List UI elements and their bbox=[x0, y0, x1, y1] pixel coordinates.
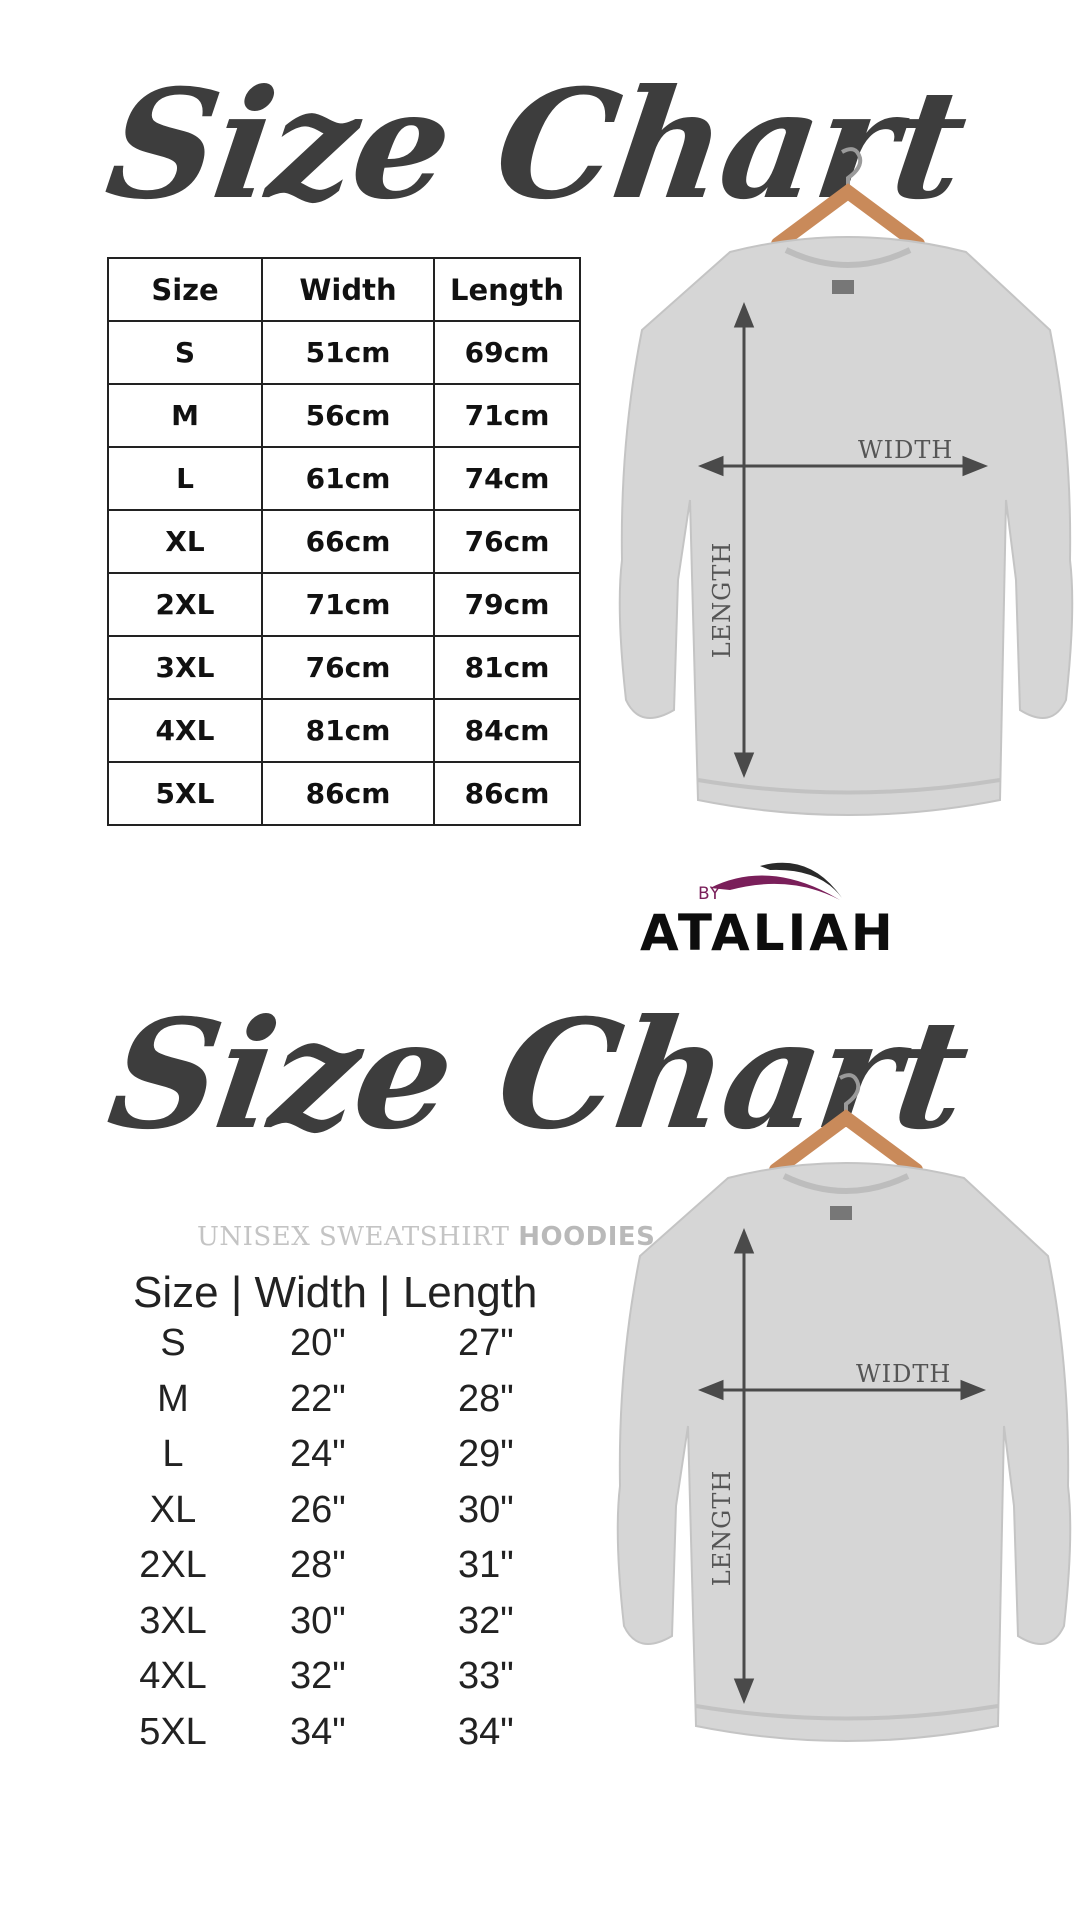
inch-size: 2XL bbox=[139, 1544, 207, 1586]
inch-size: S bbox=[160, 1322, 186, 1364]
inch-header: Size | Width | Length bbox=[133, 1268, 538, 1317]
inch-size: L bbox=[162, 1433, 184, 1475]
inch-width: 32" bbox=[290, 1655, 346, 1697]
width-label: WIDTH bbox=[858, 436, 954, 464]
cell-length: 76cm bbox=[434, 510, 580, 573]
sweatshirt-icon bbox=[618, 1163, 1071, 1741]
length-label: LENGTH bbox=[708, 541, 736, 659]
logo-by: BY bbox=[698, 884, 722, 904]
inch-width: 28" bbox=[290, 1544, 346, 1586]
inch-width: 30" bbox=[290, 1599, 346, 1642]
inch-width: 26" bbox=[290, 1488, 346, 1531]
logo-name: ATALIAH bbox=[640, 904, 896, 962]
size-table-cm bbox=[107, 257, 581, 826]
cell-length: 71cm bbox=[434, 384, 580, 447]
table-row bbox=[108, 384, 580, 447]
table-row bbox=[108, 510, 580, 573]
cell-width: 86cm bbox=[262, 762, 434, 825]
cell-size: L bbox=[108, 447, 262, 510]
inch-width: 34" bbox=[290, 1710, 346, 1753]
inch-width: 20" bbox=[290, 1322, 346, 1364]
inch-size: XL bbox=[149, 1488, 197, 1531]
table-row bbox=[108, 447, 580, 510]
inch-length: 31" bbox=[458, 1544, 514, 1586]
cell-size: 4XL bbox=[108, 699, 262, 762]
cell-width: 76cm bbox=[262, 636, 434, 699]
sweatshirt-diagram-top bbox=[580, 140, 1080, 840]
table-header-row bbox=[108, 258, 580, 321]
length-label: LENGTH bbox=[708, 1469, 736, 1587]
inch-length: 33" bbox=[458, 1655, 514, 1697]
cell-size: XL bbox=[108, 510, 262, 573]
cell-width: 56cm bbox=[262, 384, 434, 447]
inch-length: 30" bbox=[458, 1488, 514, 1531]
subtitle-main: UNISEX SWEATSHIRT bbox=[197, 1222, 510, 1252]
cell-width: 71cm bbox=[262, 573, 434, 636]
top-title: Size Chart bbox=[97, 57, 975, 233]
cell-width: 51cm bbox=[262, 321, 434, 384]
header-width: Width bbox=[262, 258, 434, 321]
inch-length: 27" bbox=[458, 1322, 514, 1364]
sweatshirt-icon bbox=[620, 237, 1073, 815]
cell-length: 69cm bbox=[434, 321, 580, 384]
table-row bbox=[108, 762, 580, 825]
cell-length: 81cm bbox=[434, 636, 580, 699]
cell-size: S bbox=[108, 321, 262, 384]
table-row bbox=[108, 321, 580, 384]
hanger-icon bbox=[778, 149, 918, 244]
inch-size: M bbox=[157, 1377, 189, 1420]
swoosh-icon bbox=[700, 848, 850, 908]
bottom-title: Size Chart bbox=[99, 987, 977, 1163]
cell-length: 74cm bbox=[434, 447, 580, 510]
inch-length: 34" bbox=[458, 1710, 514, 1753]
sweatshirt-diagram-bottom bbox=[578, 1066, 1078, 1766]
inch-size: 4XL bbox=[139, 1655, 207, 1697]
inch-size: 5XL bbox=[139, 1710, 207, 1753]
subtitle-hoodies: HOODIES bbox=[518, 1222, 656, 1252]
hanger-icon bbox=[776, 1075, 916, 1170]
table-row bbox=[108, 636, 580, 699]
cell-size: M bbox=[108, 384, 262, 447]
cell-width: 66cm bbox=[262, 510, 434, 573]
inch-width: 24" bbox=[290, 1433, 346, 1475]
cell-width: 81cm bbox=[262, 699, 434, 762]
table-row bbox=[108, 699, 580, 762]
inch-length: 28" bbox=[458, 1377, 514, 1420]
inch-length: 32" bbox=[458, 1599, 514, 1642]
cell-size: 2XL bbox=[108, 573, 262, 636]
header-length: Length bbox=[434, 258, 580, 321]
inch-width: 22" bbox=[290, 1377, 346, 1420]
cell-size: 5XL bbox=[108, 762, 262, 825]
inch-length: 29" bbox=[458, 1433, 514, 1475]
cell-length: 84cm bbox=[434, 699, 580, 762]
inch-size: 3XL bbox=[139, 1599, 207, 1642]
cell-length: 86cm bbox=[434, 762, 580, 825]
cell-size: 3XL bbox=[108, 636, 262, 699]
brand-logo bbox=[640, 848, 900, 962]
cell-length: 79cm bbox=[434, 573, 580, 636]
header-size: Size bbox=[108, 258, 262, 321]
width-label: WIDTH bbox=[856, 1360, 952, 1388]
cell-width: 61cm bbox=[262, 447, 434, 510]
table-row bbox=[108, 573, 580, 636]
